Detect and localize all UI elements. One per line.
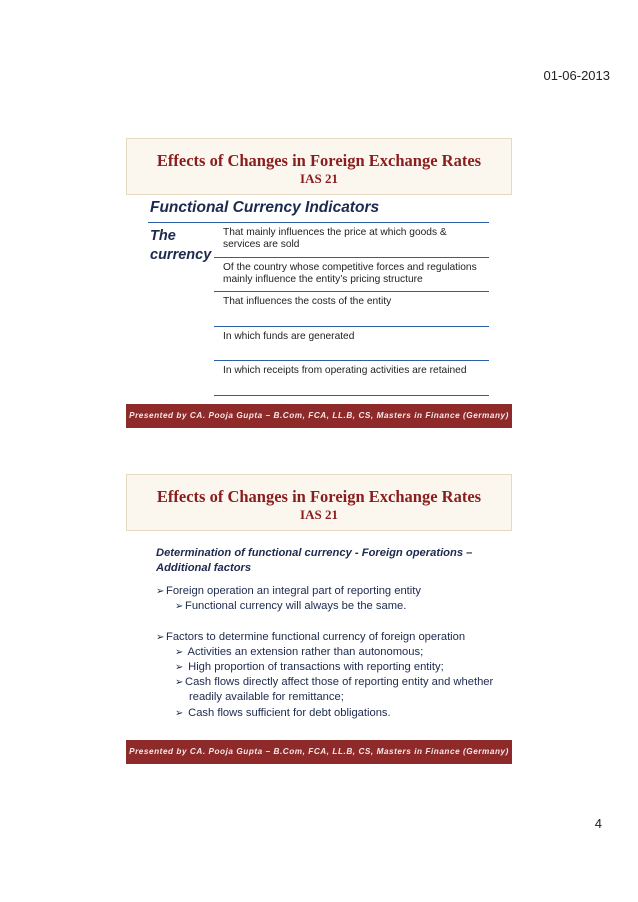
- indicator-text: That influences the costs of the entity: [223, 296, 392, 307]
- bullet-text: Cash flows directly affect those of reporting entity and whether: [185, 676, 494, 688]
- slide-title: Effects of Changes in Foreign Exchange Rates: [156, 151, 482, 170]
- determination-heading-line: Additional factors: [156, 562, 252, 574]
- indicator-text: In which receipts from operating activities are retained: [223, 365, 467, 376]
- indicator-text: In which funds are generated: [223, 330, 355, 342]
- arrow-bullet-icon: ➢: [175, 647, 184, 658]
- document-date: 01-06-2013: [543, 68, 610, 83]
- page-number: 4: [594, 816, 602, 831]
- presenter-footer: Presented by CA. Pooja Gupta – B.Com, FCA, LL.B, CS, Masters in Finance (Germany): [126, 404, 512, 428]
- bullet-text: High proportion of transactions with reporting entity;: [185, 661, 444, 673]
- bullet-point: [156, 584, 421, 599]
- indicator-text: That mainly influences the price at which goods & services are sold: [223, 227, 447, 250]
- indicator-list: [214, 223, 489, 396]
- indicator-row: [214, 327, 489, 362]
- bullet-point: [156, 630, 465, 645]
- slide-title: Effects of Changes in Foreign Exchange Rates: [156, 487, 482, 506]
- slide-subtitle: IAS 21: [300, 171, 338, 186]
- sub-bullet-point: [175, 599, 406, 614]
- currency-label: [150, 227, 211, 265]
- bullet-text: Functional currency will always be the same.: [185, 600, 407, 612]
- slide-title-box: [126, 138, 512, 195]
- bullet-text: readily available for remittance;: [189, 691, 344, 703]
- slide-additional-factors: [126, 474, 512, 764]
- arrow-bullet-icon: ➢: [175, 708, 184, 719]
- sub-bullet-point: [175, 706, 391, 721]
- determination-heading: [156, 546, 486, 576]
- currency-label-line: The: [150, 228, 176, 244]
- bullet-text: Cash flows sufficient for debt obligations.: [185, 707, 391, 719]
- indicator-row: [214, 292, 489, 327]
- indicator-row: [214, 223, 489, 258]
- arrow-bullet-icon: ➢: [175, 677, 184, 688]
- indicator-text: Of the country whose competitive forces and regulations mainly influence the entity’s pricing structure: [223, 261, 477, 285]
- bullet-text: Factors to determine functional currency of foreign operation: [166, 631, 466, 643]
- bullet-text: Activities an extension rather than autonomous;: [185, 646, 424, 658]
- section-heading: Functional Currency Indicators: [150, 199, 380, 216]
- slide-subtitle: IAS 21: [300, 507, 338, 522]
- presenter-footer: Presented by CA. Pooja Gupta – B.Com, FCA, LL.B, CS, Masters in Finance (Germany): [126, 740, 512, 764]
- arrow-bullet-icon: ➢: [156, 632, 165, 643]
- slide-functional-currency-indicators: [126, 138, 512, 428]
- indicator-row: [214, 258, 489, 293]
- arrow-bullet-icon: ➢: [156, 586, 165, 597]
- arrow-bullet-icon: ➢: [175, 662, 184, 673]
- determination-heading-line: Determination of functional currency - Foreign operations –: [156, 547, 473, 559]
- indicator-row: [214, 361, 489, 396]
- arrow-bullet-icon: ➢: [175, 601, 184, 612]
- currency-label-line: currency: [150, 247, 212, 263]
- slide-title-box: [126, 474, 512, 531]
- bullet-text: Foreign operation an integral part of reporting entity: [166, 585, 421, 597]
- sub-bullet-point: [175, 675, 493, 690]
- sub-bullet-point: [175, 645, 423, 660]
- sub-bullet-point: [175, 660, 444, 675]
- bullet-continuation: [189, 690, 344, 705]
